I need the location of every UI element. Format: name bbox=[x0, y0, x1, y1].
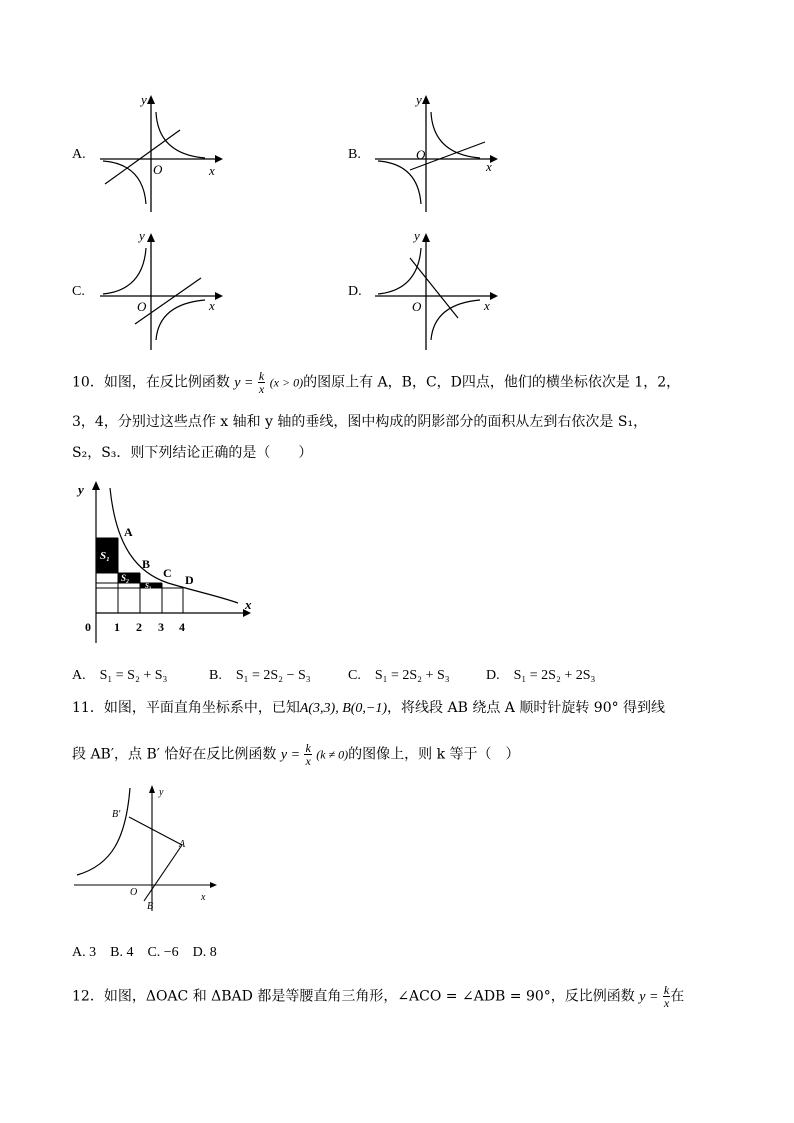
svg-text:A: A bbox=[179, 839, 186, 850]
svg-text:4: 4 bbox=[179, 620, 185, 634]
q10-figure bbox=[68, 478, 268, 644]
svg-text:3: 3 bbox=[158, 620, 164, 634]
q10-line-2: 3，4，分别过这些点作 x 轴和 y 轴的垂线，图中构成的阴影部分的面积从左到右依次是 S₁， bbox=[72, 414, 648, 430]
svg-text:D: D bbox=[185, 573, 194, 587]
svg-text:y: y bbox=[159, 787, 164, 798]
q10-answer-c[interactable]: C. S₁ = 2S₂ + S₃ bbox=[348, 668, 450, 683]
svg-text:x: x bbox=[484, 298, 490, 313]
svg-text:S₃: S₃ bbox=[145, 582, 152, 590]
svg-text:y: y bbox=[139, 228, 145, 243]
q10-line-1: 10．如图，在反比例函数 y = $\frac{k}{x}$ (x > 0)的图原上有 A，B，C，D四点，他们的横坐标依次是 1，2， bbox=[72, 369, 681, 396]
svg-text:S₂: S₂ bbox=[121, 573, 130, 583]
q10-answer-a[interactable]: A. S₁ = S₂ + S₃ bbox=[72, 668, 168, 683]
option-d-label: D. bbox=[348, 284, 362, 299]
q11-answers[interactable]: A. 3 B. 4 C. −6 D. 8 bbox=[72, 945, 217, 960]
svg-text:x: x bbox=[486, 159, 492, 174]
svg-text:S₁: S₁ bbox=[100, 550, 110, 562]
option-b-graph bbox=[370, 92, 500, 217]
q12-line-1: 12．如图，ΔOAC 和 ΔBAD 都是等腰直角三角形，∠ACO = ∠ADB = 90°，反比例函数 y = $\frac{k}{x}$ 在 bbox=[72, 983, 685, 1010]
svg-text:2: 2 bbox=[136, 620, 142, 634]
svg-text:O: O bbox=[412, 299, 422, 314]
svg-text:x: x bbox=[209, 298, 215, 313]
svg-text:y: y bbox=[78, 482, 84, 497]
svg-text:A: A bbox=[124, 525, 133, 539]
option-c-label: C. bbox=[72, 284, 85, 299]
svg-text:B: B bbox=[147, 901, 154, 912]
origin-label: O bbox=[153, 162, 163, 177]
q11-line-1: 11．如图，平面直角坐标系中，已知A(3,3), B(0,−1)，将线段 AB 绕点 A 顺时针旋转 90° 得到线 bbox=[72, 700, 666, 716]
axis-y-label: y bbox=[141, 92, 147, 107]
svg-text:O: O bbox=[130, 887, 138, 898]
q10-answer-d[interactable]: D. S₁ = 2S₂ + 2S₃ bbox=[486, 668, 596, 683]
svg-text:y: y bbox=[414, 228, 420, 243]
option-a-label: A. bbox=[72, 147, 86, 162]
q11-line-2: 段 AB′，点 B′ 恰好在反比例函数 y = $\frac{k}{x}$ (k ≠ 0)的图像上，则 k 等于（ ） bbox=[72, 741, 520, 768]
q11-figure bbox=[72, 783, 222, 913]
svg-text:O: O bbox=[416, 147, 426, 162]
option-c-graph bbox=[95, 228, 225, 353]
svg-text:O: O bbox=[137, 299, 147, 314]
q10-fraction: $\frac{k}{x}$ bbox=[258, 369, 265, 396]
option-d-graph bbox=[370, 228, 500, 353]
axis-x-label: x bbox=[209, 163, 215, 178]
svg-text:C: C bbox=[163, 566, 172, 580]
svg-text:B': B' bbox=[112, 809, 121, 820]
svg-text:1: 1 bbox=[114, 620, 120, 634]
svg-text:y: y bbox=[416, 92, 422, 107]
option-a-graph bbox=[95, 92, 225, 217]
option-b-label: B. bbox=[348, 147, 361, 162]
svg-text:0: 0 bbox=[85, 620, 91, 634]
q12-fraction: $\frac{k}{x}$ bbox=[663, 983, 670, 1010]
q11-fraction: $\frac{k}{x}$ bbox=[305, 741, 311, 768]
q10-answer-b[interactable]: B. S₁ = 2S₂ − S₃ bbox=[209, 668, 311, 683]
svg-text:x: x bbox=[245, 597, 252, 612]
svg-text:B: B bbox=[142, 557, 151, 571]
svg-text:x: x bbox=[201, 892, 206, 903]
q10-line-3: S₂，S₃．则下列结论正确的是（ ） bbox=[72, 445, 313, 461]
